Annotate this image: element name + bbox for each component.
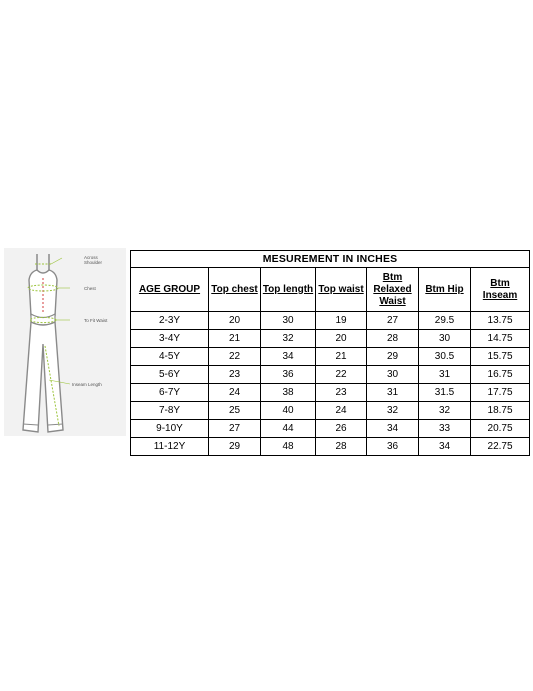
cell-age-group: 5-6Y	[131, 366, 209, 384]
cell-top-chest: 27	[209, 420, 261, 438]
to-fit-waist-label: To Fit Waist	[84, 318, 108, 323]
cell-btm-relaxed-waist: 27	[367, 312, 419, 330]
table-row	[131, 312, 530, 330]
table-title: MESUREMENT IN INCHES	[131, 251, 530, 268]
cell-top-length: 32	[261, 330, 316, 348]
header-top-waist: Top waist	[316, 268, 367, 312]
cell-age-group: 6-7Y	[131, 384, 209, 402]
cell-btm-inseam: 17.75	[471, 384, 530, 402]
cell-top-chest: 21	[209, 330, 261, 348]
cell-btm-hip: 30	[419, 330, 471, 348]
table-row	[131, 420, 530, 438]
cell-top-waist: 22	[316, 366, 367, 384]
cell-top-waist: 20	[316, 330, 367, 348]
header-top-chest: Top chest	[209, 268, 261, 312]
cell-btm-inseam: 13.75	[471, 312, 530, 330]
cell-top-chest: 23	[209, 366, 261, 384]
table-title-row	[131, 251, 530, 268]
cell-btm-hip: 30.5	[419, 348, 471, 366]
cell-age-group: 2-3Y	[131, 312, 209, 330]
jumpsuit-outline-icon	[4, 248, 126, 436]
cell-btm-relaxed-waist: 29	[367, 348, 419, 366]
header-btm-relaxed-waist: Btm Relaxed Waist	[367, 268, 419, 312]
cell-btm-relaxed-waist: 36	[367, 438, 419, 456]
size-chart-table	[130, 250, 530, 456]
cell-btm-hip: 29.5	[419, 312, 471, 330]
cell-top-waist: 23	[316, 384, 367, 402]
cell-top-waist: 28	[316, 438, 367, 456]
cell-btm-inseam: 14.75	[471, 330, 530, 348]
jumpsuit-measurement-figure	[4, 248, 126, 436]
cell-age-group: 11-12Y	[131, 438, 209, 456]
cell-top-chest: 22	[209, 348, 261, 366]
table-row	[131, 402, 530, 420]
header-top-length: Top length	[261, 268, 316, 312]
cell-btm-relaxed-waist: 30	[367, 366, 419, 384]
table-row	[131, 384, 530, 402]
header-btm-inseam: Btm Inseam	[471, 268, 530, 312]
cell-top-length: 48	[261, 438, 316, 456]
cell-top-length: 34	[261, 348, 316, 366]
cell-top-length: 40	[261, 402, 316, 420]
cell-btm-hip: 31.5	[419, 384, 471, 402]
cell-btm-relaxed-waist: 31	[367, 384, 419, 402]
cell-top-chest: 25	[209, 402, 261, 420]
cell-age-group: 4-5Y	[131, 348, 209, 366]
cell-btm-relaxed-waist: 34	[367, 420, 419, 438]
cell-top-length: 36	[261, 366, 316, 384]
header-btm-hip: Btm Hip	[419, 268, 471, 312]
cell-top-chest: 20	[209, 312, 261, 330]
across-shoulder-label: Across Shoulder	[84, 255, 103, 265]
cell-btm-relaxed-waist: 28	[367, 330, 419, 348]
table-row	[131, 348, 530, 366]
cell-age-group: 9-10Y	[131, 420, 209, 438]
table-row	[131, 438, 530, 456]
cell-btm-hip: 34	[419, 438, 471, 456]
cell-btm-inseam: 20.75	[471, 420, 530, 438]
table-row	[131, 366, 530, 384]
chest-label: Chest	[84, 286, 96, 291]
cell-btm-hip: 31	[419, 366, 471, 384]
cell-btm-hip: 33	[419, 420, 471, 438]
cell-btm-inseam: 18.75	[471, 402, 530, 420]
cell-top-length: 44	[261, 420, 316, 438]
cell-top-waist: 26	[316, 420, 367, 438]
cell-top-chest: 24	[209, 384, 261, 402]
table-body	[131, 312, 530, 456]
cell-btm-inseam: 15.75	[471, 348, 530, 366]
header-age-group: AGE GROUP	[131, 268, 209, 312]
cell-top-length: 38	[261, 384, 316, 402]
inseam-length-label: Inseam Length	[72, 382, 102, 387]
cell-top-chest: 29	[209, 438, 261, 456]
cell-top-waist: 19	[316, 312, 367, 330]
table-header-row	[131, 268, 530, 312]
cell-age-group: 7-8Y	[131, 402, 209, 420]
cell-top-waist: 24	[316, 402, 367, 420]
cell-btm-inseam: 16.75	[471, 366, 530, 384]
cell-btm-hip: 32	[419, 402, 471, 420]
cell-top-waist: 21	[316, 348, 367, 366]
table-row	[131, 330, 530, 348]
cell-btm-relaxed-waist: 32	[367, 402, 419, 420]
cell-btm-inseam: 22.75	[471, 438, 530, 456]
cell-top-length: 30	[261, 312, 316, 330]
cell-age-group: 3-4Y	[131, 330, 209, 348]
